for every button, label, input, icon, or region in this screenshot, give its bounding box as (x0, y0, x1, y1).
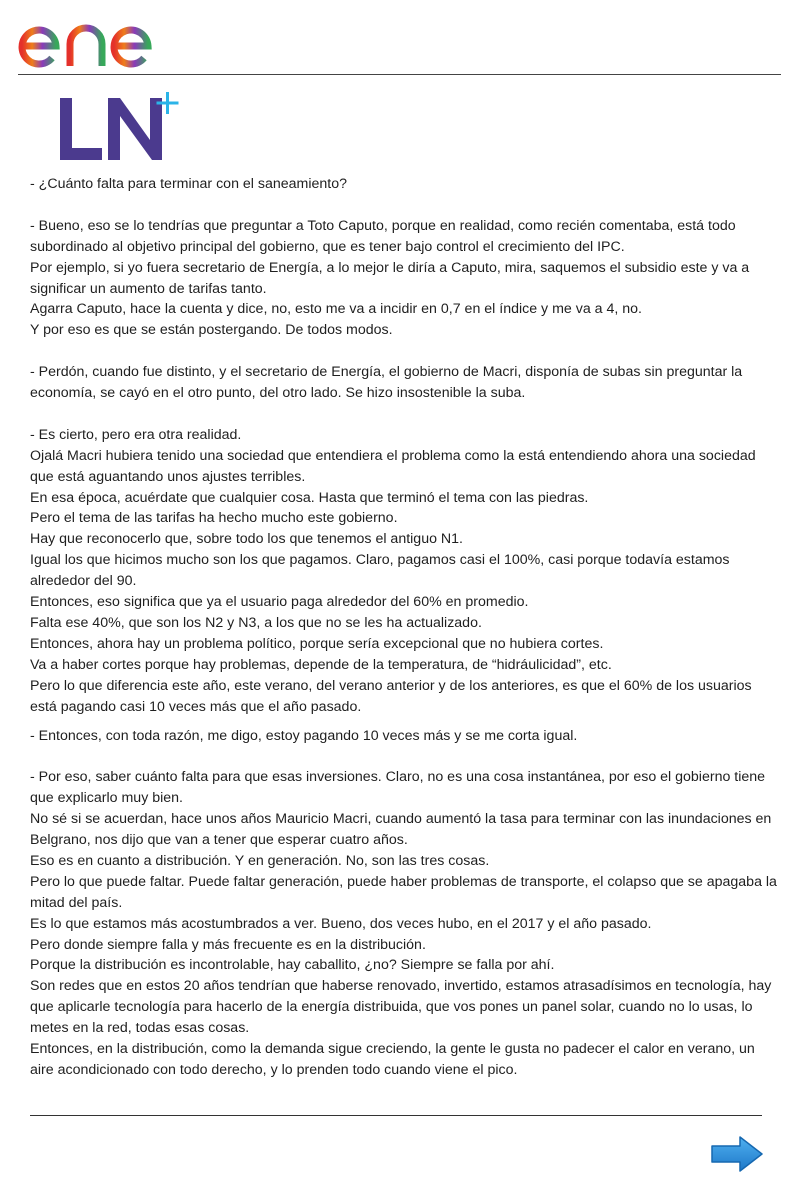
answer-paragraph: Agarra Caputo, hace la cuenta y dice, no, esto me va a incidir en 0,7 en el índice y me va a 4, no. (30, 301, 642, 318)
answer-paragraph: Ojalá Macri hubiera tenido una sociedad que entendiera el problema como la está entendiendo ahora una sociedad que está aguantando unos ajustes terribles. (30, 447, 756, 485)
question-line: - Perdón, cuando fue distinto, y el secretario de Energía, el gobierno de Macri, disponía de subas sin preguntar la economía, se cayó en el otro punto, del otro lado. Se hizo insostenible la suba. (30, 364, 743, 402)
header-divider (18, 74, 781, 75)
answer-paragraph: Por ejemplo, si yo fuera secretario de Energía, a lo mejor le diría a Caputo, mira, saquemos el subsidio este y va a significar un aumento de tarifas tanto. (30, 259, 750, 297)
answer-paragraph: Pero lo que diferencia este año, este verano, del verano anterior y de los anteriores, es que el 60% de los usuarios está pagando casi 10 veces más que el año pasado. (30, 677, 752, 715)
answer-paragraph: Entonces, eso significa que ya el usuario paga alrededor del 60% en promedio. (30, 594, 529, 611)
answer-paragraph: Hay que reconocerlo que, sobre todo los que tenemos el antiguo N1. (30, 531, 463, 548)
answer-paragraph: No sé si se acuerdan, hace unos años Mauricio Macri, cuando aumentó la tasa para terminar con las inundaciones en Belgrano, nos dijo que van a tener que esperar cuatro años. (30, 811, 772, 849)
answer-paragraph: Entonces, ahora hay un problema político, porque sería excepcional que no hubiera cortes. (30, 635, 604, 652)
footer-divider (30, 1115, 762, 1116)
answer-paragraph: - Por eso, saber cuánto falta para que esas inversiones. Claro, no es una cosa instantánea, por eso el gobierno tiene que explicarlo muy bien. (30, 769, 766, 807)
answer-paragraph: Entonces, en la distribución, como la demanda sigue creciendo, la gente le gusta no padecer el calor en verano, un aire acondicionado con todo derecho, y lo prenden todo cuando viene el pico. (30, 1041, 755, 1078)
answer-paragraph: Pero donde siempre falla y más frecuente es en la distribución. (30, 936, 426, 953)
answer-paragraph: Son redes que en estos 20 años tendrían que haberse renovado, invertido, estamos atrasadísimos en tecnología, hay que aplicarle tecnología para hacerlo de la energía distribuida, que vos pones un panel solar, cuando no lo usas, lo metes en la red, todas esas cosas. (30, 978, 772, 1037)
answer-paragraph: Va a haber cortes porque hay problemas, depende de la temperatura, de “hidráulicidad”, etc. (30, 656, 612, 673)
question-line: - ¿Cuánto falta para terminar con el saneamiento? (30, 176, 348, 192)
question-line: - Entonces, con toda razón, me digo, estoy pagando 10 veces más y se me corta igual. (30, 727, 578, 744)
answer-paragraph: - Bueno, eso se lo tendrías que preguntar a Toto Caputo, porque en realidad, como recién comentaba, está todo subordinado al objetivo principal del gobierno, que es tener bajo control el crecimiento del IPC. (30, 217, 736, 255)
answer-paragraph: Pero lo que puede faltar. Puede faltar generación, puede haber problemas de transporte, el colapso que se apagaba la mitad del país. (30, 873, 777, 911)
answer-paragraph: Igual los que hicimos mucho son los que pagamos. Claro, pagamos casi el 100%, casi porque todavía estamos alrededor del 90. (30, 552, 730, 590)
enel-logo (18, 4, 193, 70)
answer-paragraph: Eso es en cuanto a distribución. Y en generación. No, son las tres cosas. (30, 852, 490, 869)
answer-paragraph: Y por eso es que se están postergando. De todos modos. (30, 322, 393, 339)
ln-plus-logo (58, 90, 182, 164)
answer-paragraph: Es lo que estamos más acostumbrados a ver. Bueno, dos veces hubo, en el 2017 y el año pasado. (30, 915, 652, 932)
arrow-right-icon[interactable] (710, 1134, 764, 1174)
answer-paragraph: Porque la distribución es incontrolable, hay caballito, ¿no? Siempre se falla por ahí. (30, 957, 555, 974)
answer-paragraph: Falta ese 40%, que son los N2 y N3, a los que no se les ha actualizado. (30, 614, 482, 631)
answer-paragraph: Pero el tema de las tarifas ha hecho mucho este gobierno. (30, 510, 398, 527)
answer-paragraph: - Es cierto, pero era otra realidad. (30, 426, 242, 443)
interview-transcript (30, 174, 782, 1081)
answer-paragraph: En esa época, acuérdate que cualquier cosa. Hasta que terminó el tema con las piedras. (30, 489, 589, 506)
